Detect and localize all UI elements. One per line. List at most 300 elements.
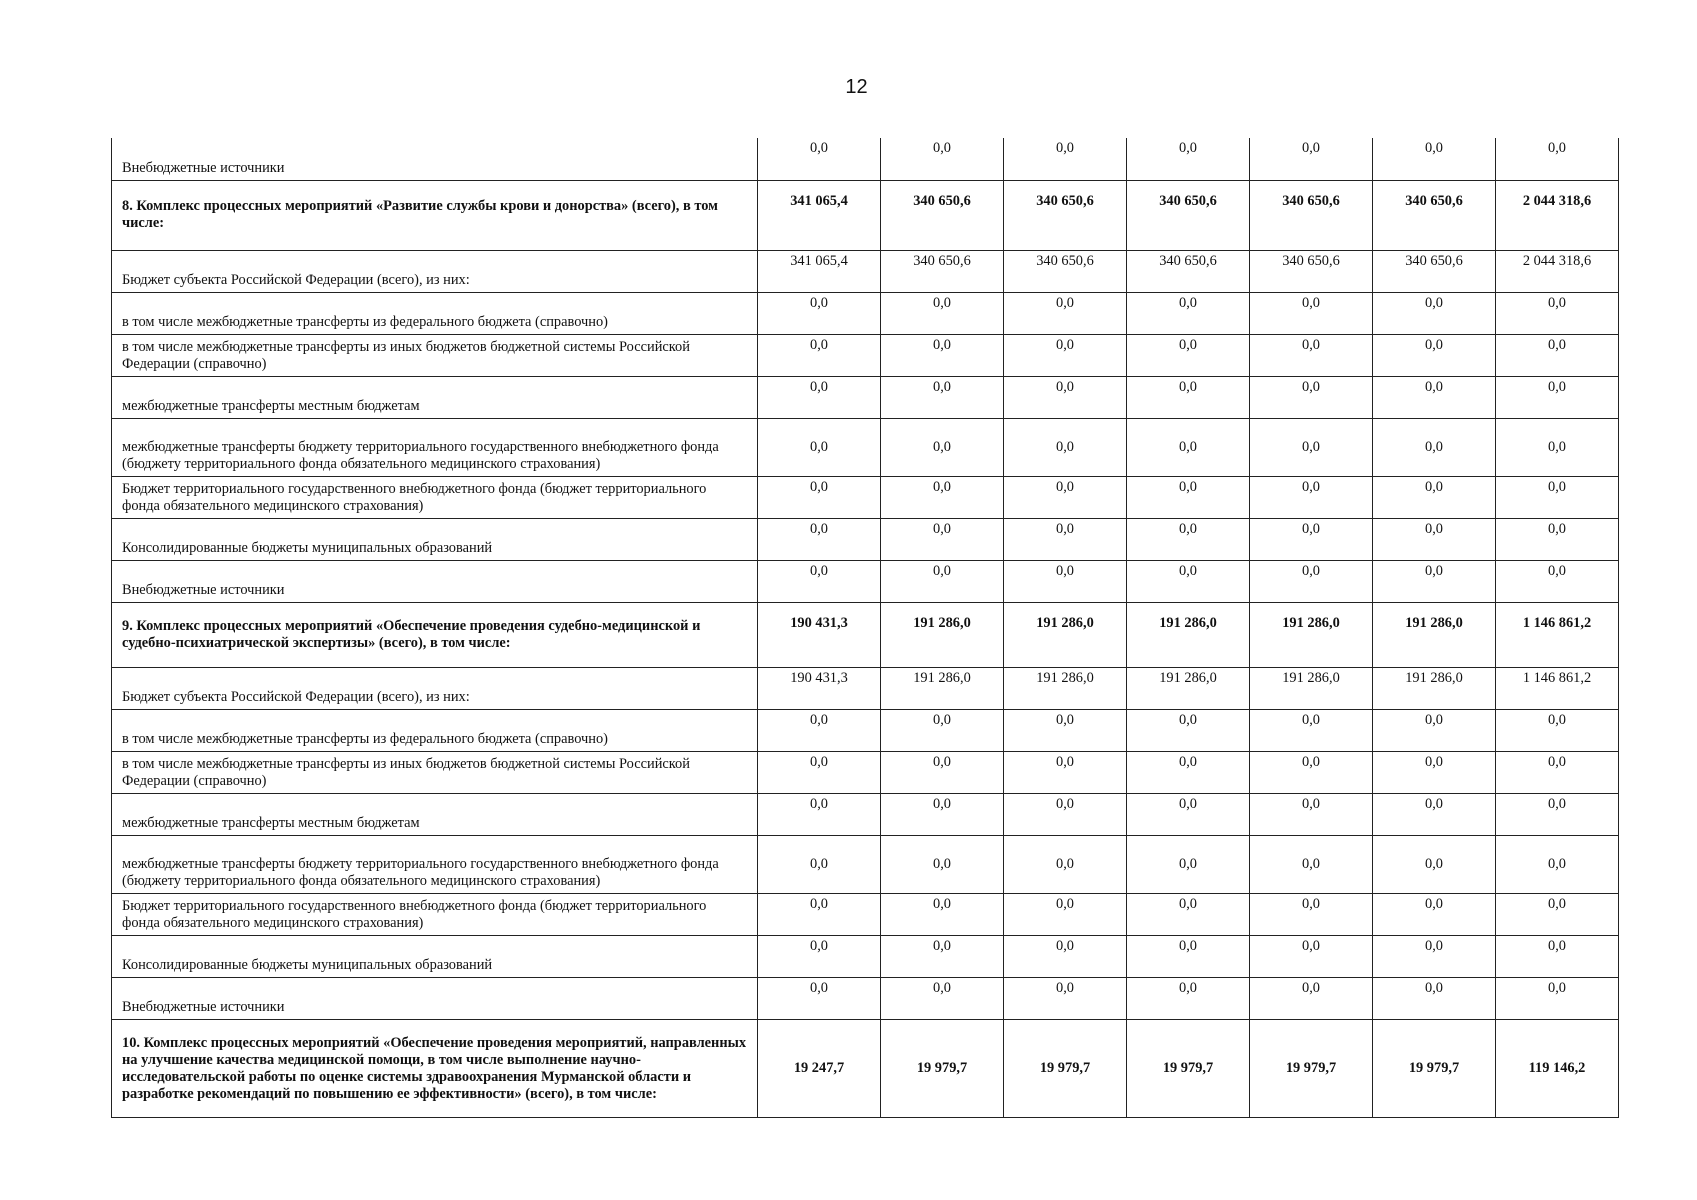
table-row — [112, 751, 1619, 793]
cell-value: 0,0 — [1179, 753, 1197, 770]
cell-value: 0,0 — [1056, 336, 1074, 353]
cell-value: 0,0 — [1179, 895, 1197, 912]
value-cell — [881, 250, 1004, 292]
cell-value: 0,0 — [933, 937, 951, 954]
row-label-cell — [112, 418, 758, 476]
cell-value: 0,0 — [1056, 562, 1074, 579]
cell-value: 0,0 — [933, 478, 951, 495]
value-cell — [1250, 180, 1373, 250]
value-cell — [1373, 376, 1496, 418]
cell-value: 0,0 — [933, 294, 951, 311]
cell-value: 190 431,3 — [790, 614, 848, 631]
cell-value: 0,0 — [1302, 562, 1320, 579]
cell-value: 19 979,7 — [1039, 1059, 1091, 1076]
table-row — [112, 602, 1619, 667]
cell-value: 0,0 — [810, 438, 828, 455]
value-cell — [1004, 418, 1127, 476]
cell-value: 0,0 — [1056, 520, 1074, 537]
cell-value: 0,0 — [1548, 520, 1566, 537]
value-cell — [1496, 560, 1619, 602]
value-cell — [1496, 334, 1619, 376]
cell-value: 0,0 — [933, 795, 951, 812]
value-cell — [1373, 893, 1496, 935]
cell-value: 0,0 — [810, 336, 828, 353]
row-label: Бюджет субъекта Российской Федерации (всего), из них: — [122, 688, 470, 705]
cell-value: 191 286,0 — [1405, 614, 1463, 631]
value-cell — [758, 835, 881, 893]
cell-value: 0,0 — [933, 336, 951, 353]
cell-value: 0,0 — [1179, 520, 1197, 537]
cell-value: 19 247,7 — [793, 1059, 845, 1076]
value-cell — [1127, 334, 1250, 376]
table-row — [112, 518, 1619, 560]
row-label-cell — [112, 835, 758, 893]
value-cell — [758, 793, 881, 835]
value-cell — [1004, 793, 1127, 835]
row-label: в том числе межбюджетные трансферты из федерального бюджета (справочно) — [122, 730, 608, 747]
value-cell — [1496, 835, 1619, 893]
value-cell — [1250, 709, 1373, 751]
value-cell — [758, 602, 881, 667]
cell-value: 0,0 — [810, 378, 828, 395]
cell-value: 0,0 — [1548, 562, 1566, 579]
cell-value: 340 650,6 — [913, 192, 971, 209]
value-cell — [1127, 835, 1250, 893]
table-row — [112, 250, 1619, 292]
table-row — [112, 835, 1619, 893]
value-cell — [881, 835, 1004, 893]
cell-value: 0,0 — [1425, 520, 1443, 537]
value-cell — [758, 709, 881, 751]
cell-value: 0,0 — [1056, 378, 1074, 395]
row-label: в том числе межбюджетные трансферты из иных бюджетов бюджетной системы Российской Федерации (справочно) — [122, 338, 690, 372]
cell-value: 0,0 — [933, 895, 951, 912]
cell-value: 0,0 — [1425, 795, 1443, 812]
value-cell — [1250, 376, 1373, 418]
value-cell — [1373, 935, 1496, 977]
value-cell — [1373, 250, 1496, 292]
row-label: в том числе межбюджетные трансферты из федерального бюджета (справочно) — [122, 313, 608, 330]
value-cell — [1496, 376, 1619, 418]
value-cell — [1004, 518, 1127, 560]
cell-value: 0,0 — [1056, 855, 1074, 872]
value-cell — [1127, 518, 1250, 560]
row-label-cell — [112, 334, 758, 376]
row-label-cell — [112, 1019, 758, 1117]
cell-value: 19 979,7 — [1162, 1059, 1214, 1076]
cell-value: 0,0 — [1302, 979, 1320, 996]
value-cell — [1004, 476, 1127, 518]
value-cell — [1373, 977, 1496, 1019]
cell-value: 0,0 — [933, 855, 951, 872]
value-cell — [1127, 977, 1250, 1019]
value-cell — [1004, 935, 1127, 977]
cell-value: 0,0 — [1056, 979, 1074, 996]
cell-value: 0,0 — [1425, 294, 1443, 311]
value-cell — [1496, 667, 1619, 709]
cell-value: 0,0 — [933, 140, 951, 156]
cell-value: 191 286,0 — [1282, 614, 1340, 631]
cell-value: 0,0 — [1302, 294, 1320, 311]
value-cell — [881, 334, 1004, 376]
row-label: 8. Комплекс процессных мероприятий «Развитие службы крови и донорства» (всего), в том числе: — [122, 198, 718, 231]
row-label: Внебюджетные источники — [122, 581, 285, 598]
cell-value: 340 650,6 — [1282, 192, 1340, 209]
cell-value: 0,0 — [1056, 140, 1074, 156]
value-cell — [1496, 418, 1619, 476]
value-cell — [1496, 602, 1619, 667]
row-label-cell — [112, 292, 758, 334]
cell-value: 0,0 — [1056, 895, 1074, 912]
value-cell — [758, 376, 881, 418]
value-cell — [1250, 893, 1373, 935]
table-row — [112, 418, 1619, 476]
value-cell — [1496, 476, 1619, 518]
value-cell — [758, 334, 881, 376]
cell-value: 0,0 — [810, 478, 828, 495]
cell-value: 0,0 — [1056, 438, 1074, 455]
cell-value: 340 650,6 — [1405, 192, 1463, 209]
value-cell — [1127, 476, 1250, 518]
value-cell — [1496, 138, 1619, 180]
value-cell — [1373, 292, 1496, 334]
cell-value: 0,0 — [1425, 336, 1443, 353]
table-row — [112, 709, 1619, 751]
row-label-cell — [112, 518, 758, 560]
cell-value: 0,0 — [810, 979, 828, 996]
cell-value: 0,0 — [1548, 438, 1566, 455]
value-cell — [1496, 518, 1619, 560]
cell-value: 0,0 — [1056, 753, 1074, 770]
value-cell — [1250, 418, 1373, 476]
table-row — [112, 977, 1619, 1019]
cell-value: 0,0 — [1179, 336, 1197, 353]
value-cell — [1127, 602, 1250, 667]
cell-value: 191 286,0 — [913, 669, 971, 686]
cell-value: 0,0 — [1179, 140, 1197, 156]
cell-value: 0,0 — [810, 855, 828, 872]
cell-value: 0,0 — [1425, 478, 1443, 495]
value-cell — [1373, 180, 1496, 250]
cell-value: 341 065,4 — [790, 192, 848, 209]
cell-value: 19 979,7 — [1408, 1059, 1460, 1076]
value-cell — [1004, 250, 1127, 292]
table-row — [112, 334, 1619, 376]
table-row — [112, 292, 1619, 334]
table-row — [112, 560, 1619, 602]
cell-value: 0,0 — [1548, 140, 1566, 156]
value-cell — [1250, 138, 1373, 180]
cell-value: 0,0 — [1548, 711, 1566, 728]
value-cell — [1496, 709, 1619, 751]
value-cell — [881, 376, 1004, 418]
value-cell — [881, 935, 1004, 977]
value-cell — [1250, 793, 1373, 835]
cell-value: 0,0 — [933, 520, 951, 537]
value-cell — [1127, 1019, 1250, 1117]
cell-value: 0,0 — [1179, 855, 1197, 872]
value-cell — [1373, 418, 1496, 476]
cell-value: 0,0 — [810, 562, 828, 579]
cell-value: 0,0 — [1179, 294, 1197, 311]
cell-value: 0,0 — [1302, 438, 1320, 455]
value-cell — [1250, 835, 1373, 893]
cell-value: 0,0 — [1056, 711, 1074, 728]
value-cell — [881, 292, 1004, 334]
value-cell — [1127, 935, 1250, 977]
table-row — [112, 180, 1619, 250]
value-cell — [1250, 602, 1373, 667]
cell-value: 0,0 — [1548, 795, 1566, 812]
cell-value: 0,0 — [1302, 855, 1320, 872]
cell-value: 191 286,0 — [1036, 669, 1094, 686]
table-row — [112, 893, 1619, 935]
page-number: 12 — [845, 76, 868, 98]
cell-value: 0,0 — [810, 753, 828, 770]
cell-value: 340 650,6 — [1036, 192, 1094, 209]
cell-value: 0,0 — [1179, 979, 1197, 996]
value-cell — [1250, 935, 1373, 977]
cell-value: 0,0 — [1425, 711, 1443, 728]
row-label-cell — [112, 977, 758, 1019]
cell-value: 340 650,6 — [1282, 252, 1340, 269]
cell-value: 0,0 — [810, 711, 828, 728]
cell-value: 191 286,0 — [1159, 614, 1217, 631]
value-cell — [1004, 977, 1127, 1019]
row-label-cell — [112, 138, 758, 180]
cell-value: 0,0 — [810, 140, 828, 156]
value-cell — [881, 476, 1004, 518]
value-cell — [1373, 709, 1496, 751]
value-cell — [1127, 667, 1250, 709]
row-label: Внебюджетные источники — [122, 159, 285, 176]
cell-value: 0,0 — [1302, 520, 1320, 537]
value-cell — [1004, 835, 1127, 893]
row-label-cell — [112, 709, 758, 751]
value-cell — [1373, 835, 1496, 893]
value-cell — [1250, 977, 1373, 1019]
table-row — [112, 376, 1619, 418]
cell-value: 119 146,2 — [1528, 1059, 1586, 1076]
table-row — [112, 138, 1619, 180]
cell-value: 0,0 — [1056, 478, 1074, 495]
value-cell — [1373, 667, 1496, 709]
value-cell — [1373, 602, 1496, 667]
cell-value: 191 286,0 — [1405, 669, 1463, 686]
row-label-cell — [112, 751, 758, 793]
value-cell — [758, 250, 881, 292]
cell-value: 0,0 — [810, 294, 828, 311]
cell-value: 2 044 318,6 — [1522, 252, 1592, 269]
cell-value: 0,0 — [1548, 478, 1566, 495]
value-cell — [1127, 138, 1250, 180]
table-row — [112, 935, 1619, 977]
value-cell — [1127, 376, 1250, 418]
table-row — [112, 1019, 1619, 1117]
cell-value: 0,0 — [1548, 979, 1566, 996]
value-cell — [758, 292, 881, 334]
value-cell — [881, 893, 1004, 935]
value-cell — [1250, 560, 1373, 602]
cell-value: 0,0 — [1302, 937, 1320, 954]
cell-value: 0,0 — [1056, 937, 1074, 954]
value-cell — [1250, 292, 1373, 334]
cell-value: 0,0 — [1302, 378, 1320, 395]
value-cell — [1373, 1019, 1496, 1117]
cell-value: 1 146 861,2 — [1522, 669, 1592, 686]
cell-value: 0,0 — [1548, 753, 1566, 770]
row-label: 9. Комплекс процессных мероприятий «Обеспечение проведения судебно-медицинской и судебно-психиатрической экспертизы» (всего), в том числе: — [122, 617, 701, 651]
value-cell — [1373, 793, 1496, 835]
value-cell — [1496, 977, 1619, 1019]
value-cell — [881, 751, 1004, 793]
cell-value: 0,0 — [1425, 438, 1443, 455]
value-cell — [1496, 250, 1619, 292]
value-cell — [1004, 1019, 1127, 1117]
value-cell — [881, 977, 1004, 1019]
row-label: в том числе межбюджетные трансферты из иных бюджетов бюджетной системы Российской Федерации (справочно) — [122, 755, 690, 789]
cell-value: 0,0 — [1548, 855, 1566, 872]
value-cell — [758, 935, 881, 977]
value-cell — [1127, 893, 1250, 935]
table-row — [112, 793, 1619, 835]
value-cell — [881, 180, 1004, 250]
value-cell — [881, 138, 1004, 180]
cell-value: 0,0 — [1548, 336, 1566, 353]
value-cell — [758, 518, 881, 560]
value-cell — [1250, 476, 1373, 518]
cell-value: 0,0 — [933, 979, 951, 996]
cell-value: 0,0 — [933, 711, 951, 728]
cell-value: 0,0 — [1425, 937, 1443, 954]
value-cell — [1250, 250, 1373, 292]
cell-value: 0,0 — [1179, 438, 1197, 455]
value-cell — [758, 138, 881, 180]
row-label-cell — [112, 476, 758, 518]
value-cell — [1250, 518, 1373, 560]
row-label: межбюджетные трансферты бюджету территориального государственного внебюджетного фонда (бюджету территориального фонда обязательного медицинского страхования) — [122, 438, 719, 472]
row-label: Бюджет территориального государственного внебюджетного фонда (бюджет территориального фонда обязательного медицинского страхования) — [122, 480, 707, 514]
value-cell — [1373, 751, 1496, 793]
value-cell — [881, 418, 1004, 476]
cell-value: 0,0 — [1302, 478, 1320, 495]
row-label-cell — [112, 376, 758, 418]
value-cell — [1373, 518, 1496, 560]
value-cell — [1373, 560, 1496, 602]
value-cell — [1127, 180, 1250, 250]
row-label: Внебюджетные источники — [122, 998, 285, 1015]
value-cell — [1127, 560, 1250, 602]
value-cell — [881, 1019, 1004, 1117]
cell-value: 0,0 — [1425, 979, 1443, 996]
row-label-cell — [112, 180, 758, 250]
cell-value: 0,0 — [933, 378, 951, 395]
cell-value: 341 065,4 — [790, 252, 848, 269]
value-cell — [1004, 334, 1127, 376]
row-label: Консолидированные бюджеты муниципальных образований — [122, 539, 493, 556]
cell-value: 0,0 — [1548, 294, 1566, 311]
value-cell — [758, 418, 881, 476]
value-cell — [1004, 560, 1127, 602]
value-cell — [1496, 793, 1619, 835]
value-cell — [1250, 334, 1373, 376]
value-cell — [758, 977, 881, 1019]
value-cell — [1496, 751, 1619, 793]
value-cell — [1127, 250, 1250, 292]
row-label-cell — [112, 893, 758, 935]
value-cell — [1127, 709, 1250, 751]
cell-value: 0,0 — [810, 520, 828, 537]
value-cell — [1004, 292, 1127, 334]
cell-value: 0,0 — [1179, 378, 1197, 395]
cell-value: 0,0 — [1425, 140, 1443, 156]
row-label-cell — [112, 793, 758, 835]
value-cell — [1373, 334, 1496, 376]
cell-value: 19 979,7 — [916, 1059, 968, 1076]
row-label: Бюджет субъекта Российской Федерации (всего), из них: — [122, 271, 470, 288]
row-label-cell — [112, 602, 758, 667]
value-cell — [1004, 709, 1127, 751]
cell-value: 190 431,3 — [790, 669, 848, 686]
value-cell — [1004, 893, 1127, 935]
cell-value: 0,0 — [1548, 937, 1566, 954]
value-cell — [758, 476, 881, 518]
row-label: межбюджетные трансферты бюджету территориального государственного внебюджетного фонда (бюджету территориального фонда обязательного медицинского страхования) — [122, 855, 719, 889]
value-cell — [1127, 793, 1250, 835]
value-cell — [1373, 476, 1496, 518]
value-cell — [1127, 751, 1250, 793]
value-cell — [1127, 418, 1250, 476]
row-label: межбюджетные трансферты местным бюджетам — [122, 814, 420, 831]
row-label-cell — [112, 250, 758, 292]
value-cell — [881, 667, 1004, 709]
cell-value: 0,0 — [1302, 795, 1320, 812]
value-cell — [881, 602, 1004, 667]
value-cell — [1496, 180, 1619, 250]
value-cell — [1004, 602, 1127, 667]
value-cell — [758, 667, 881, 709]
row-label-cell — [112, 935, 758, 977]
cell-value: 0,0 — [933, 438, 951, 455]
cell-value: 2 044 318,6 — [1522, 192, 1592, 209]
value-cell — [1004, 667, 1127, 709]
cell-value: 0,0 — [810, 795, 828, 812]
budget-table — [111, 138, 1619, 1118]
table-row — [112, 476, 1619, 518]
cell-value: 0,0 — [1179, 711, 1197, 728]
value-cell — [1127, 292, 1250, 334]
cell-value: 0,0 — [1302, 140, 1320, 156]
cell-value: 0,0 — [1548, 378, 1566, 395]
cell-value: 191 286,0 — [913, 614, 971, 631]
value-cell — [758, 1019, 881, 1117]
cell-value: 19 979,7 — [1285, 1059, 1337, 1076]
cell-value: 0,0 — [1179, 937, 1197, 954]
value-cell — [1004, 138, 1127, 180]
value-cell — [1496, 1019, 1619, 1117]
cell-value: 0,0 — [1179, 562, 1197, 579]
value-cell — [1004, 376, 1127, 418]
cell-value: 0,0 — [810, 895, 828, 912]
cell-value: 0,0 — [1425, 855, 1443, 872]
value-cell — [881, 793, 1004, 835]
cell-value: 340 650,6 — [1159, 192, 1217, 209]
cell-value: 0,0 — [933, 753, 951, 770]
value-cell — [758, 560, 881, 602]
cell-value: 340 650,6 — [913, 252, 971, 269]
cell-value: 340 650,6 — [1405, 252, 1463, 269]
cell-value: 191 286,0 — [1282, 669, 1340, 686]
